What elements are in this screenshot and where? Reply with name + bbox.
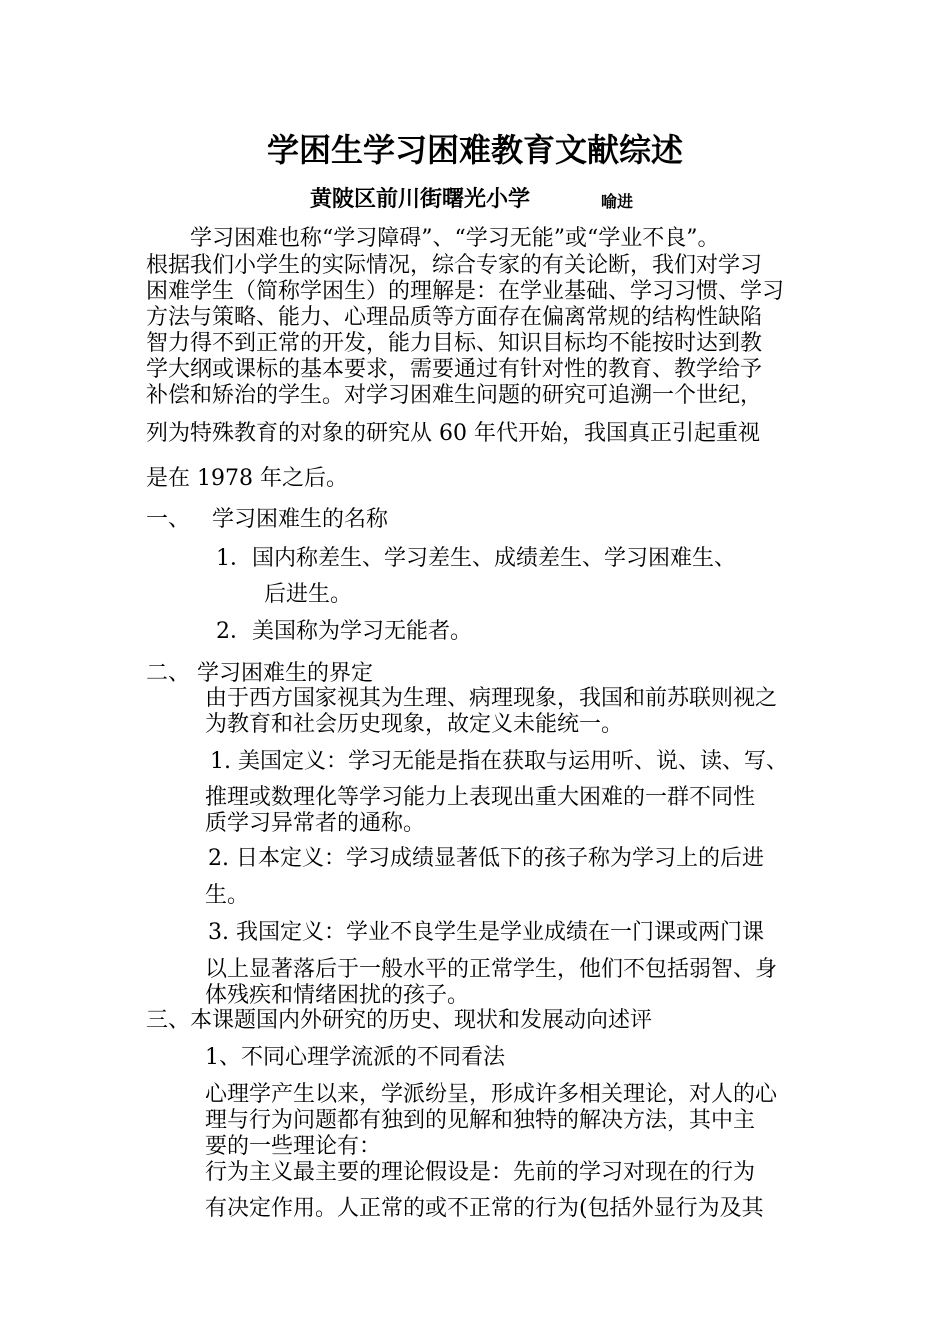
definition-jp-line: 生。 (205, 883, 250, 908)
section1-item: 1．国内称差生、学习差生、成绩差生、学习困难生、 (216, 546, 736, 571)
definition-cn-line: 以上显著落后于一般水平的正常学生，他们不包括弱智、身 (205, 957, 778, 982)
author-name: 喻进 (601, 192, 634, 211)
definition-us-line: 推理或数理化等学习能力上表现出重大困难的一群不同性 (205, 785, 756, 810)
section3-heading: 三、本课题国内外研究的历史、现状和发展动向述评 (146, 1008, 653, 1033)
section3-line: 行为主义最主要的理论假设是：先前的学习对现在的行为 (205, 1160, 756, 1185)
section1-heading: 学习困难生的名称 (212, 507, 389, 532)
section2-line: 由于西方国家视其为生理、病理现象，我国和前苏联则视之 (205, 686, 778, 711)
section3-line: 有决定作用。人正常的或不正常的行为(包括外显行为及其 (205, 1196, 764, 1221)
definition-us-line: 1. 美国定义：学习无能是指在获取与运用听、说、读、写、 (210, 749, 788, 774)
intro-line: 学习困难也称“学习障碍”、“学习无能”或“学业不良”。 (190, 226, 720, 251)
school-name: 黄陂区前川街曙光小学 (310, 187, 531, 212)
section1-number: 一、 (146, 507, 191, 532)
intro-line: 困难学生（简称学困生）的理解是：在学业基础、学习习惯、学习 (146, 279, 785, 304)
document-title: 学困生学习困难教育文献综述 (266, 131, 683, 169)
intro-line: 学大纲或课标的基本要求，需要通过有针对性的教育、教学给予 (146, 357, 763, 382)
definition-cn-line: 体残疾和情绪困扰的孩子。 (205, 983, 470, 1008)
intro-line: 是在 1978 年之后。 (146, 466, 348, 491)
section1-item-continued: 后进生。 (264, 582, 353, 607)
intro-line: 补偿和矫治的学生。对学习困难生问题的研究可追溯一个世纪， (146, 383, 763, 408)
definition-jp-line: 2. 日本定义：学习成绩显著低下的孩子称为学习上的后进 (208, 846, 764, 871)
section3-line: 心理学产生以来，学派纷呈，形成许多相关理论，对人的心 (205, 1082, 778, 1107)
section3-line: 要的一些理论有： (205, 1134, 382, 1159)
intro-line: 智力得不到正常的开发，能力目标、知识目标均不能按时达到教 (146, 331, 763, 356)
definition-cn-line: 3. 我国定义：学业不良学生是学业成绩在一门课或两门课 (208, 920, 764, 945)
section2-heading: 二、 学习困难生的界定 (146, 661, 373, 686)
intro-line: 根据我们小学生的实际情况，综合专家的有关论断，我们对学习 (146, 253, 763, 278)
section2-line: 为教育和社会历史现象，故定义未能统一。 (205, 712, 624, 737)
intro-line: 方法与策略、能力、心理品质等方面存在偏离常规的结构性缺陷 (146, 305, 763, 330)
intro-line: 列为特殊教育的对象的研究从 60 年代开始，我国真正引起重视 (146, 421, 760, 446)
definition-us-line: 质学习异常者的通称。 (205, 811, 426, 836)
section1-item: 2．美国称为学习无能者。 (216, 619, 472, 644)
section3-subheading: 1、不同心理学流派的不同看法 (205, 1045, 505, 1070)
section3-line: 理与行为问题都有独到的见解和独特的解决方法，其中主 (205, 1108, 756, 1133)
